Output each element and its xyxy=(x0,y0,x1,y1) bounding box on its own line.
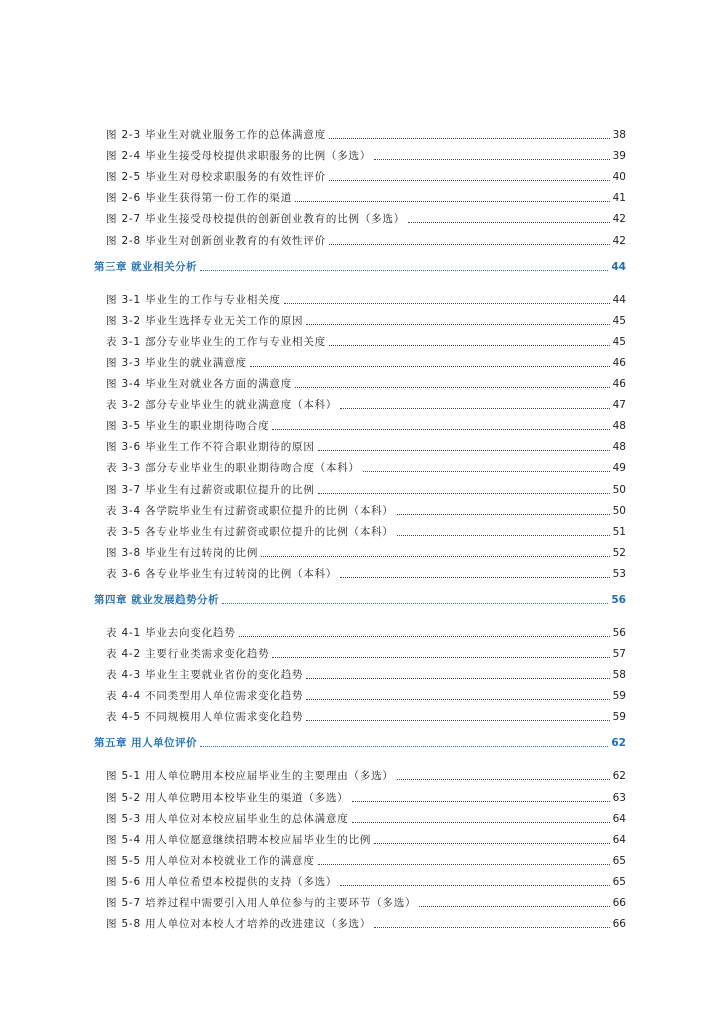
dot-leader xyxy=(272,429,609,430)
toc-entry-label: 图 3-2 毕业生选择专业无关工作的原因 xyxy=(106,314,304,327)
dot-leader xyxy=(329,138,610,139)
toc-entry-label: 表 3-1 部分专业毕业生的工作与专业相关度 xyxy=(106,335,326,348)
toc-entry[interactable] xyxy=(94,163,626,184)
toc-page-number: 44 xyxy=(611,260,626,273)
dot-leader xyxy=(261,556,610,557)
dot-leader xyxy=(397,779,610,780)
toc-entry-label: 表 3-6 各专业毕业生有过转岗的比例（本科） xyxy=(106,567,338,580)
toc-page-number: 64 xyxy=(612,833,626,846)
dot-leader xyxy=(374,927,610,928)
toc-entry[interactable] xyxy=(94,560,626,581)
toc-page-number: 53 xyxy=(612,567,626,580)
toc-entry[interactable] xyxy=(94,762,626,783)
toc-entry[interactable] xyxy=(94,286,626,307)
dot-leader xyxy=(222,603,608,604)
toc-page-number: 42 xyxy=(612,213,626,226)
toc-entry[interactable] xyxy=(94,412,626,433)
dot-leader xyxy=(397,514,610,515)
dot-leader xyxy=(306,720,609,721)
dot-leader xyxy=(295,387,610,388)
toc-page-number: 39 xyxy=(612,150,626,163)
toc-page-number: 49 xyxy=(612,462,626,475)
toc-page-number: 48 xyxy=(612,441,626,454)
toc-page-number: 66 xyxy=(612,918,626,931)
toc-entry-label: 图 5-7 培养过程中需要引入用人单位参与的主要环节（多选） xyxy=(106,897,417,909)
toc-entry-label: 表 4-5 不同规模用人单位需求变化趋势 xyxy=(106,711,304,724)
toc-entry-label: 表 3-2 部分专业毕业生的就业满意度（本科） xyxy=(106,399,338,412)
dot-leader xyxy=(329,345,610,346)
toc-entry-label: 图 3-3 毕业生的就业满意度 xyxy=(106,356,247,369)
toc-entry-label: 第五章 用人单位评价 xyxy=(94,737,198,750)
toc-entry[interactable] xyxy=(94,391,626,412)
dot-leader xyxy=(374,843,610,844)
toc-entry[interactable] xyxy=(94,370,626,391)
toc-page-number: 48 xyxy=(612,420,626,433)
dot-leader xyxy=(340,885,609,886)
toc-entry-label: 表 4-2 主要行业类需求变化趋势 xyxy=(106,648,270,661)
toc-page-number: 44 xyxy=(612,293,626,306)
toc-page-number: 45 xyxy=(612,314,626,327)
dot-leader xyxy=(363,471,610,472)
toc-chapter-heading[interactable] xyxy=(94,587,626,607)
toc-page-number: 62 xyxy=(612,770,626,783)
toc-entry[interactable] xyxy=(94,889,626,910)
dot-leader xyxy=(318,864,610,865)
toc-entry-label: 图 2-8 毕业生对创新创业教育的有效性评价 xyxy=(106,234,326,247)
toc-entry-label: 表 3-3 部分专业毕业生的职业期待吻合度（本科） xyxy=(106,462,360,475)
toc-page-number: 45 xyxy=(612,335,626,348)
toc-page-number: 41 xyxy=(612,192,626,205)
toc-page-number: 63 xyxy=(612,791,626,804)
toc-entry-label: 表 3-4 各学院毕业生有过薪资或职位提升的比例（本科） xyxy=(106,504,394,517)
toc-entry-label: 第四章 就业发展趋势分析 xyxy=(94,593,220,606)
toc-page-number: 57 xyxy=(612,648,626,661)
toc-entry[interactable] xyxy=(94,307,626,328)
toc-page-number: 62 xyxy=(611,737,626,750)
toc-page-number: 66 xyxy=(612,897,626,909)
toc-page-number: 50 xyxy=(612,504,626,517)
toc-page-number: 46 xyxy=(612,356,626,369)
toc-entry[interactable] xyxy=(94,121,626,142)
toc-entry[interactable] xyxy=(94,497,626,518)
toc-entry-label: 图 5-8 用人单位对本校人才培养的改进建议（多选） xyxy=(106,918,372,931)
toc-chapter-heading[interactable] xyxy=(94,254,626,274)
dot-leader xyxy=(329,180,610,181)
toc-entry-label: 图 5-3 用人单位对本校应届毕业生的总体满意度 xyxy=(106,812,349,825)
dot-leader xyxy=(318,493,610,494)
toc-entry-label: 图 3-8 毕业生有过转岗的比例 xyxy=(106,546,259,559)
toc-page-number: 42 xyxy=(612,234,626,247)
toc-page-number: 40 xyxy=(612,171,626,184)
toc-entry[interactable] xyxy=(94,868,626,889)
dot-leader xyxy=(284,303,610,304)
toc-entry-label: 图 5-2 用人单位聘用本校毕业生的渠道（多选） xyxy=(106,791,349,804)
toc-entry[interactable] xyxy=(94,328,626,349)
dot-leader xyxy=(352,822,610,823)
dot-leader xyxy=(306,324,609,325)
toc-entry-label: 表 4-4 不同类型用人单位需求变化趋势 xyxy=(106,690,304,703)
toc-entry[interactable] xyxy=(94,205,626,226)
toc-entry-label: 图 3-5 毕业生的职业期待吻合度 xyxy=(106,420,270,433)
dot-leader xyxy=(374,159,610,160)
dot-leader xyxy=(329,244,610,245)
toc-entry[interactable] xyxy=(94,226,626,247)
toc-entry[interactable] xyxy=(94,349,626,370)
dot-leader xyxy=(295,201,610,202)
toc-page-number: 46 xyxy=(612,378,626,391)
toc-page-number: 64 xyxy=(612,812,626,825)
dot-leader xyxy=(272,657,609,658)
toc-entry-label: 图 5-1 用人单位聘用本校应届毕业生的主要理由（多选） xyxy=(106,770,394,783)
toc-page-number: 51 xyxy=(612,525,626,538)
dot-leader xyxy=(318,450,610,451)
toc-entry[interactable] xyxy=(94,682,626,703)
dot-leader xyxy=(352,801,610,802)
dot-leader xyxy=(250,366,610,367)
toc-entry[interactable] xyxy=(94,184,626,205)
toc-page-number: 65 xyxy=(612,854,626,867)
toc-page-number: 56 xyxy=(612,626,626,639)
toc-entry[interactable] xyxy=(94,619,626,640)
dot-leader xyxy=(397,535,610,536)
toc-page-number: 65 xyxy=(612,875,626,888)
toc-page-number: 52 xyxy=(612,546,626,559)
toc-entry[interactable] xyxy=(94,539,626,560)
toc-entry[interactable] xyxy=(94,661,626,682)
toc-entry-label: 图 2-3 毕业生对就业服务工作的总体满意度 xyxy=(106,129,326,142)
toc-page-number: 59 xyxy=(612,711,626,724)
toc-entry[interactable] xyxy=(94,518,626,539)
toc-page-number: 59 xyxy=(612,690,626,703)
dot-leader xyxy=(419,906,609,907)
toc-entry-label: 图 2-7 毕业生接受母校提供的创新创业教育的比例（多选） xyxy=(106,213,406,226)
toc-entry[interactable] xyxy=(94,475,626,496)
dot-leader xyxy=(340,408,609,409)
toc-entry-label: 图 2-4 毕业生接受母校提供求职服务的比例（多选） xyxy=(106,150,372,163)
dot-leader xyxy=(239,636,610,637)
toc-entry[interactable] xyxy=(94,805,626,826)
toc-page-number: 47 xyxy=(612,399,626,412)
dot-leader xyxy=(306,699,609,700)
toc-page-number: 56 xyxy=(611,593,626,606)
dot-leader xyxy=(200,270,608,271)
toc-entry[interactable] xyxy=(94,847,626,868)
toc-entry-label: 图 3-6 毕业生工作不符合职业期待的原因 xyxy=(106,441,315,454)
toc-page-number: 50 xyxy=(612,483,626,496)
toc-entry-label: 第三章 就业相关分析 xyxy=(94,260,198,273)
toc-entry-label: 图 2-6 毕业生获得第一份工作的渠道 xyxy=(106,192,293,205)
toc-entry-label: 图 3-1 毕业生的工作与专业相关度 xyxy=(106,293,281,306)
dot-leader xyxy=(340,577,609,578)
dot-leader xyxy=(200,746,608,747)
toc-entry-label: 图 3-7 毕业生有过薪资或职位提升的比例 xyxy=(106,483,315,496)
toc-entry[interactable] xyxy=(94,640,626,661)
table-of-contents xyxy=(94,121,626,931)
toc-entry-label: 表 4-1 毕业去向变化趋势 xyxy=(106,626,236,639)
toc-entry[interactable] xyxy=(94,142,626,163)
toc-entry-label: 表 3-5 各专业毕业生有过薪资或职位提升的比例（本科） xyxy=(106,525,394,538)
toc-entry[interactable] xyxy=(94,910,626,931)
dot-leader xyxy=(306,678,609,679)
toc-entry-label: 图 5-6 用人单位希望本校提供的支持（多选） xyxy=(106,875,338,888)
toc-entry[interactable] xyxy=(94,433,626,454)
dot-leader xyxy=(408,222,610,223)
toc-entry-label: 图 5-4 用人单位愿意继续招聘本校应届毕业生的比例 xyxy=(106,833,372,846)
toc-entry[interactable] xyxy=(94,454,626,475)
toc-entry[interactable] xyxy=(94,783,626,804)
toc-entry-label: 图 2-5 毕业生对母校求职服务的有效性评价 xyxy=(106,171,326,184)
toc-entry-label: 图 3-4 毕业生对就业各方面的满意度 xyxy=(106,378,293,391)
toc-page-number: 58 xyxy=(612,669,626,682)
toc-entry-label: 表 4-3 毕业生主要就业省份的变化趋势 xyxy=(106,669,304,682)
toc-chapter-heading[interactable] xyxy=(94,730,626,750)
toc-entry-label: 图 5-5 用人单位对本校就业工作的满意度 xyxy=(106,854,315,867)
toc-page-number: 38 xyxy=(612,129,626,142)
toc-entry[interactable] xyxy=(94,703,626,724)
toc-entry[interactable] xyxy=(94,826,626,847)
